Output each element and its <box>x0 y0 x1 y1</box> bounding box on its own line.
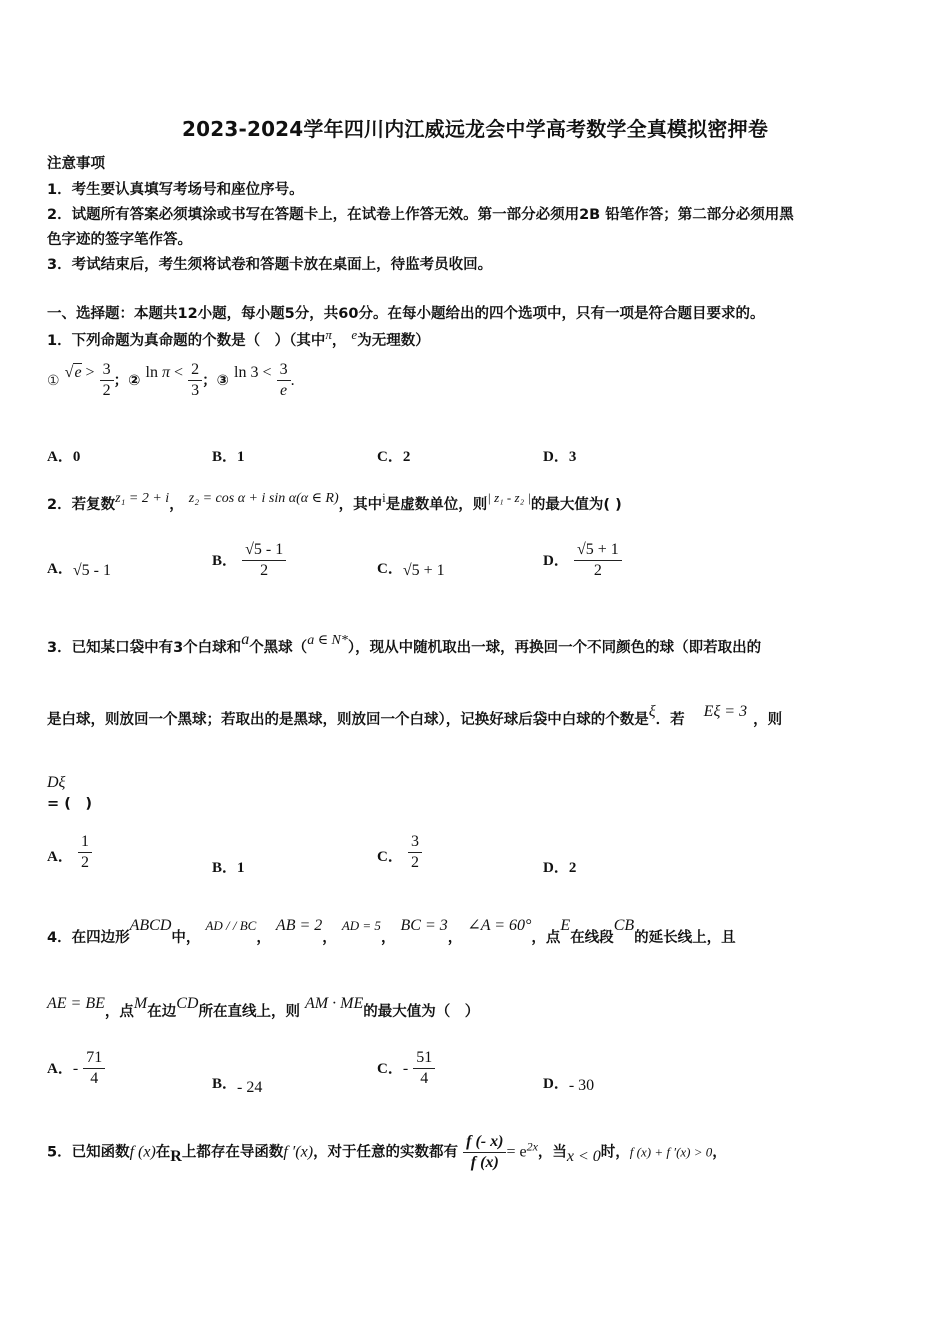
q4-line-2: AE = BE，点M在边CD所在直线上，则 AM · ME的最大值为（ ） <box>47 995 480 1020</box>
q4-option-d[interactable]: D．- 30 <box>543 1076 595 1094</box>
q3-line-3: Dξ = ( ) <box>47 774 92 812</box>
page-title: 2023-2024学年四川内江威远龙会中学高考数学全真模拟密押卷 <box>181 117 769 141</box>
q2-option-d[interactable]: D． $\frac{√5 + 1}{2}$ <box>543 540 622 581</box>
q2-option-a[interactable]: A．√5 - 1 <box>47 561 111 579</box>
q4-option-c[interactable]: C．- $\frac{51}{4}$ <box>377 1048 435 1089</box>
q4-option-b[interactable]: B．- 24 <box>212 1076 263 1096</box>
q3-option-c[interactable]: C． $\frac{3}{2}$ <box>377 832 422 873</box>
notice-heading: 注意事项 <box>47 156 105 172</box>
q4-line-1: 4．在四边形ABCD中， AD / / BC， AB = 2， AD = 5， BC = 3， ∠A = 60°，点E在线段CB的延长线上，且 <box>47 917 736 946</box>
section-heading: 一、选择题：本题共12小题，每小题5分，共60分。在每小题给出的四个选项中，只有一项是符合题目要求的。 <box>47 306 765 322</box>
q1-option-a[interactable]: A．0 <box>47 449 81 465</box>
q2-stem: 2．若复数z₁ = 2 + i， z₂ = cos α + i sin α(α ∈ R)，其中i是虚数单位，则| z₁ - z₂ |的最大值为( ) <box>47 490 622 513</box>
q1-option-b[interactable]: B．1 <box>212 449 245 465</box>
q5-line-1: 5．已知函数f (x)在R上都存在导函数f ′(x)，对于任意的实数都有 $\frac{f (- x)}{f (x)}$ = $e^{2x}$，当x < 0时，f (x) + f ′(x) > 0， <box>47 1133 727 1171</box>
q3-option-d[interactable]: D．2 <box>543 860 577 876</box>
notice-item-3: 3．考试结束后，考生须将试卷和答题卡放在桌面上，待监考员收回。 <box>47 257 493 273</box>
q3-line-1: 3．已知某口袋中有3个白球和a个黑球（a ∈ N*），现从中随机取出一球，再换回一个不同颜色的球（即若取出的 <box>47 631 762 656</box>
q3-option-a[interactable]: A． $\frac{1}{2}$ <box>47 832 92 873</box>
q1-statements: ① √e > $\frac{3}{2}$ ；② ln π < $\frac{2}{3}$ ；③ ln 3 < $\frac{3}{e}$ . <box>47 361 295 399</box>
q1-option-c[interactable]: C．2 <box>377 449 411 465</box>
q4-option-a[interactable]: A．- $\frac{71}{4}$ <box>47 1048 105 1089</box>
notice-item-2: 2．试题所有答案必须填涂或书写在答题卡上，在试卷上作答无效。第一部分必须用2B 铅笔作答；第二部分必须用黑 <box>47 207 794 223</box>
q2-option-b[interactable]: B． $\frac{√5 - 1}{2}$ <box>212 540 286 581</box>
q1-stem: 1．下列命题为真命题的个数是（ ）（其中π， e为无理数） <box>47 327 430 349</box>
q2-option-c[interactable]: C．√5 + 1 <box>377 561 445 579</box>
q3-line-2: 是白球，则放回一个黑球；若取出的是黑球，则放回一个白球），记换好球后袋中白球的个数是ξ．若 Eξ = 3 ，则 <box>47 703 783 728</box>
notice-item-2-cont: 色字迹的签字笔作答。 <box>47 232 192 248</box>
q3-option-b[interactable]: B．1 <box>212 860 245 876</box>
q1-option-d[interactable]: D．3 <box>543 449 577 465</box>
notice-item-1: 1．考生要认真填写考场号和座位序号。 <box>47 182 304 198</box>
